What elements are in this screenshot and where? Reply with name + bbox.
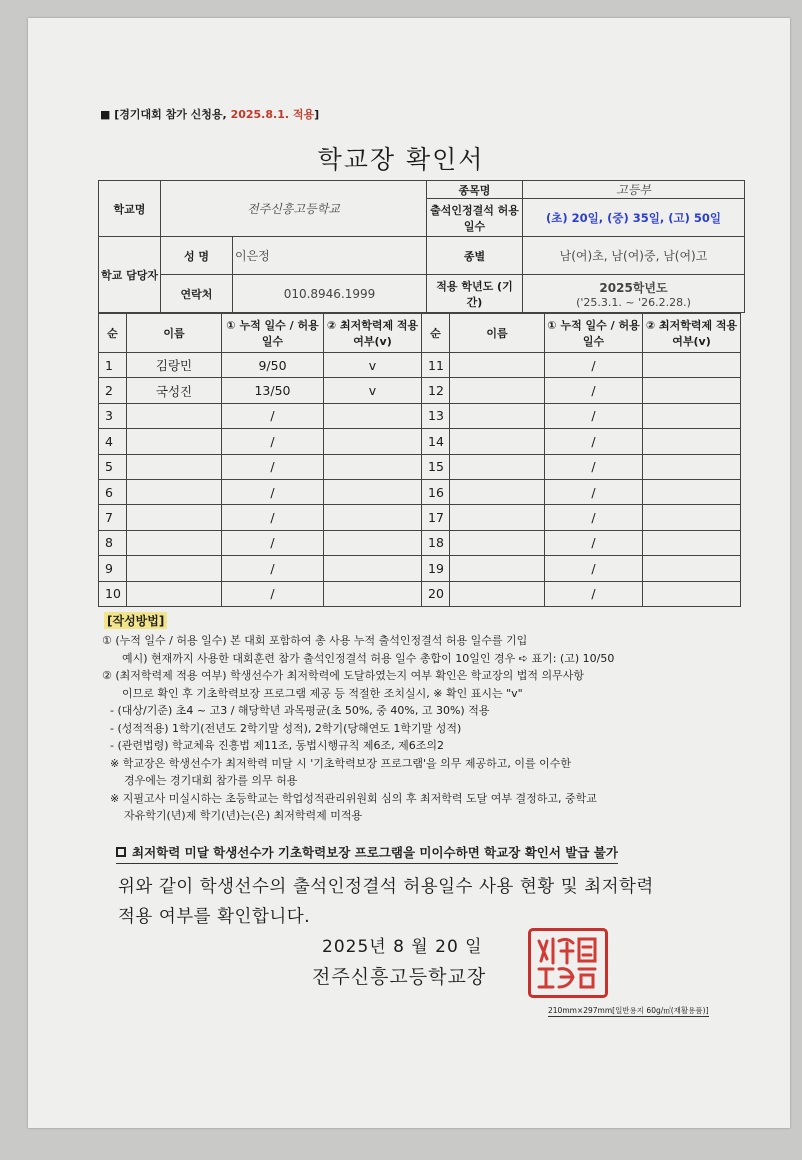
name-label: 성 명 [161, 237, 233, 275]
gender-label: 종별 [427, 237, 523, 275]
grade-year: 2025학년도 [599, 280, 668, 295]
table-header-row [99, 314, 741, 353]
grade-period: ('25.3.1. ~ '26.2.28.) [576, 295, 691, 309]
col-min-header: ② 최저학력제 적용 여부(v) [643, 314, 741, 353]
notice-date: 2025.8.1. 적용 [230, 108, 315, 121]
table-row: 9 / 19 / [99, 556, 741, 581]
page-title: 학교장 확인서 [317, 145, 485, 174]
note-line: - (대상/기준) 초4 ~ 고3 / 해당학년 과목평균(초 50%, 중 40%, 고 30%) 적용 [110, 704, 490, 717]
sport-label: 종목명 [427, 181, 523, 199]
paper-spec: 210mm×297mm[일반용지 60g/㎡(재활용품)] [548, 1006, 709, 1015]
note-line: ※ 학교장은 학생선수가 최저학력 미달 시 '기초학력보장 프로그램'을 의무 제공하고, 이를 이수한 [110, 756, 572, 770]
allowed-days-label: 출석인정결석 허용 일수 [427, 199, 523, 237]
grade-label: 적용 학년도 (기간) [427, 275, 523, 313]
athlete-table [98, 313, 741, 607]
name-value: 이은정 [233, 237, 427, 275]
col-no-header: 순 [99, 314, 127, 353]
table-row: 2 국성진 13/50 v 12 / [99, 378, 741, 403]
contact-label: 연락처 [161, 275, 233, 313]
col-name-header: 이름 [450, 314, 545, 353]
table-row: 8 / 18 / [99, 530, 741, 555]
table-row: 1 김랑민 9/50 v 11 / [99, 353, 741, 378]
method-label: [작성방법] [104, 612, 167, 629]
notice-line: ■ [경기대회 참가 신청용, 2025.8.1. 적용] [100, 108, 320, 121]
notes-section [102, 632, 752, 825]
note-line: - (관련법령) 학교체육 진흥법 제11조, 동법시행규칙 제6조, 제6조의2 [110, 739, 445, 752]
note-line: 이므로 확인 후 기초학력보장 프로그램 제공 등 적절한 조치실시, ※ 확인 표시는 "v" [122, 686, 523, 700]
note-line: ※ 지필고사 미실시하는 초등학교는 학업성적관리위원회 심의 후 최저학력 도달 여부 결정하고, 중학교 [110, 791, 597, 805]
seal-stamp-icon [533, 933, 603, 993]
square-bullet-icon [116, 847, 126, 857]
official-seal [528, 928, 608, 998]
note-line: 경우에는 경기대회 참가를 의무 허용 [124, 774, 298, 787]
school-name: 전주신흥고등학교 [161, 181, 427, 237]
table-row: 6 / 16 / [99, 479, 741, 504]
table-row: 3 / 13 / [99, 403, 741, 428]
contact-value: 010.8946.1999 [233, 275, 427, 313]
confirmation-line: 위와 같이 학생선수의 출석인정결석 허용일수 사용 현황 및 최저학력 [118, 877, 654, 897]
warning-line [116, 843, 618, 864]
col-min-header: ② 최저학력제 적용 여부(v) [324, 314, 422, 353]
issue-date: 2025년 8 월 20 일 [322, 937, 483, 957]
table-row: 5 / 15 / [99, 454, 741, 479]
confirmation-line: 적용 여부를 확인합니다. [118, 907, 311, 927]
allowed-days-value: (초) 20일, (중) 35일, (고) 50일 [523, 199, 745, 237]
warning-text: 최저학력 미달 학생선수가 기초학력보장 프로그램을 미이수하면 학교장 확인서 발급 불가 [132, 845, 618, 860]
note-line: 예시) 현재까지 사용한 대회훈련 참가 출석인정결석 허용 일수 총합이 10일인 경우 ➪ 표기: (고) 10/50 [122, 651, 615, 665]
note-line: 자유학기(년)제 학기(년)는(은) 최저학력제 미적용 [124, 809, 363, 822]
principal-name: 전주신흥고등학교장 [312, 966, 487, 988]
gender-value: 남(여)초, 남(여)중, 남(여)고 [523, 237, 745, 275]
sport-value: 고등부 [523, 181, 745, 199]
col-days-header: ① 누적 일수 / 허용 일수 [545, 314, 643, 353]
col-no-header: 순 [422, 314, 450, 353]
note-line: ① (누적 일수 / 허용 일수) 본 대회 포함하여 총 사용 누적 출석인정결석 허용 일수를 기입 [102, 634, 528, 647]
table-row: 7 / 17 / [99, 505, 741, 530]
grade-value [523, 275, 745, 313]
header-table [98, 180, 745, 313]
manager-label: 학교 담당자 [99, 237, 161, 313]
table-row: 10 / 20 / [99, 581, 741, 606]
note-line: - (성적적용) 1학기(전년도 2학기말 성적), 2학기(당해연도 1학기말 성적) [110, 721, 462, 735]
col-days-header: ① 누적 일수 / 허용 일수 [222, 314, 324, 353]
col-name-header: 이름 [127, 314, 222, 353]
confirmation-text [118, 872, 654, 932]
school-label: 학교명 [99, 181, 161, 237]
table-row: 4 / 14 / [99, 429, 741, 454]
note-line: ② (최저학력제 적용 여부) 학생선수가 최저학력에 도달하였는지 여부 확인은 학교장의 법적 의무사항 [102, 669, 584, 682]
